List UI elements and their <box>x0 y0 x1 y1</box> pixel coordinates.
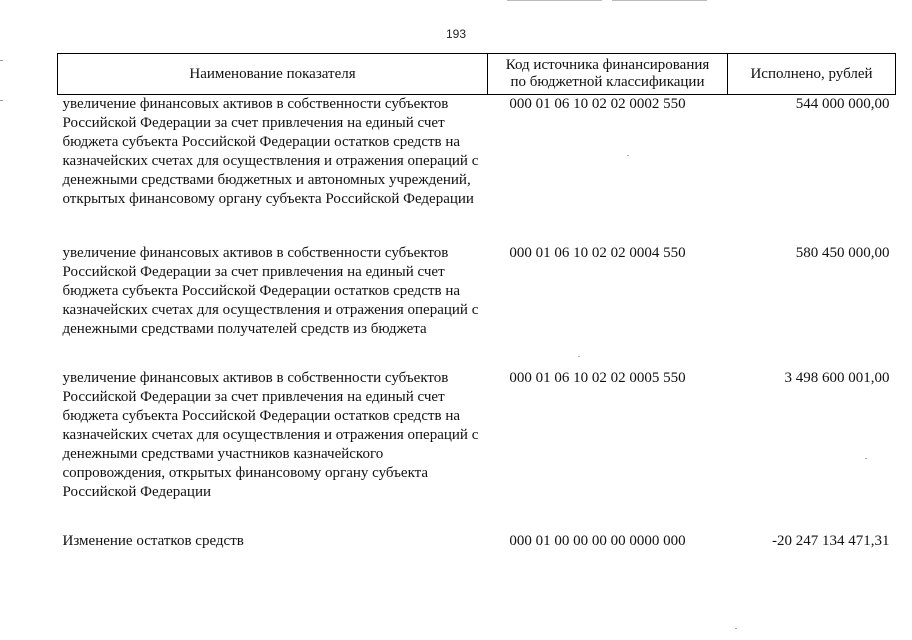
financing-sources-table <box>57 53 896 581</box>
scan-speck <box>735 628 737 629</box>
header-source-code-line1: Код источника финансирования <box>505 57 710 73</box>
scan-edge-mark <box>0 100 3 101</box>
header-indicator-name-label: Наименование показателя <box>189 65 356 82</box>
header-source-code-line2: по бюджетной классификации <box>510 74 705 90</box>
source-code-cell: 000 01 06 10 02 02 0004 550 <box>509 245 686 261</box>
scan-edge-mark <box>0 60 3 61</box>
header-executed-amount-label: Исполнено, рублей <box>750 65 873 82</box>
table-row <box>58 95 896 245</box>
source-code-cell: 000 01 06 10 02 02 0002 550 <box>509 96 686 112</box>
top-scan-rule <box>612 0 707 1</box>
table-header-row <box>58 54 896 95</box>
source-code-cell: 000 01 00 00 00 00 0000 000 <box>509 533 686 549</box>
executed-amount-cell: 580 450 000,00 <box>795 245 890 261</box>
source-code-cell: 000 01 06 10 02 02 0005 550 <box>509 370 686 386</box>
indicator-name-cell: увеличение финансовых активов в собственности субъектов Российской Федерации за счет привлечения на единый счет бюджета субъекта Российской Федерации остатков средств на казначейских счетах для осуществления и отражения операций с денежными средствами бюджетных и автономных учреждений, открытых финансовому органу субъекта Российской Федерации <box>62 96 479 207</box>
header-indicator-name <box>58 54 488 95</box>
executed-amount-cell: 544 000 000,00 <box>795 96 890 112</box>
table-row <box>58 369 896 532</box>
indicator-name-cell: увеличение финансовых активов в собственности субъектов Российской Федерации за счет привлечения на единый счет бюджета субъекта Российской Федерации остатков средств на казначейских счетах для осуществления и отражения операций с денежными средствами участников казначейского сопровождения, открытых финансовому органу субъекта Российской Федерации <box>62 370 479 500</box>
header-executed-amount <box>728 54 896 95</box>
table-row <box>58 244 896 369</box>
header-source-code <box>488 54 728 95</box>
table-row <box>58 532 896 581</box>
executed-amount-cell: -20 247 134 471,31 <box>772 533 890 549</box>
executed-amount-cell: 3 498 600 001,00 <box>784 370 890 386</box>
top-scan-rule <box>507 0 602 1</box>
indicator-name-cell: Изменение остатков средств <box>62 533 244 549</box>
page-number: 193 <box>445 27 467 41</box>
indicator-name-cell: увеличение финансовых активов в собственности субъектов Российской Федерации за счет привлечения на единый счет бюджета субъекта Российской Федерации остатков средств на казначейских счетах для осуществления и отражения операций с денежными средствами получателей средств из бюджета <box>62 245 479 337</box>
